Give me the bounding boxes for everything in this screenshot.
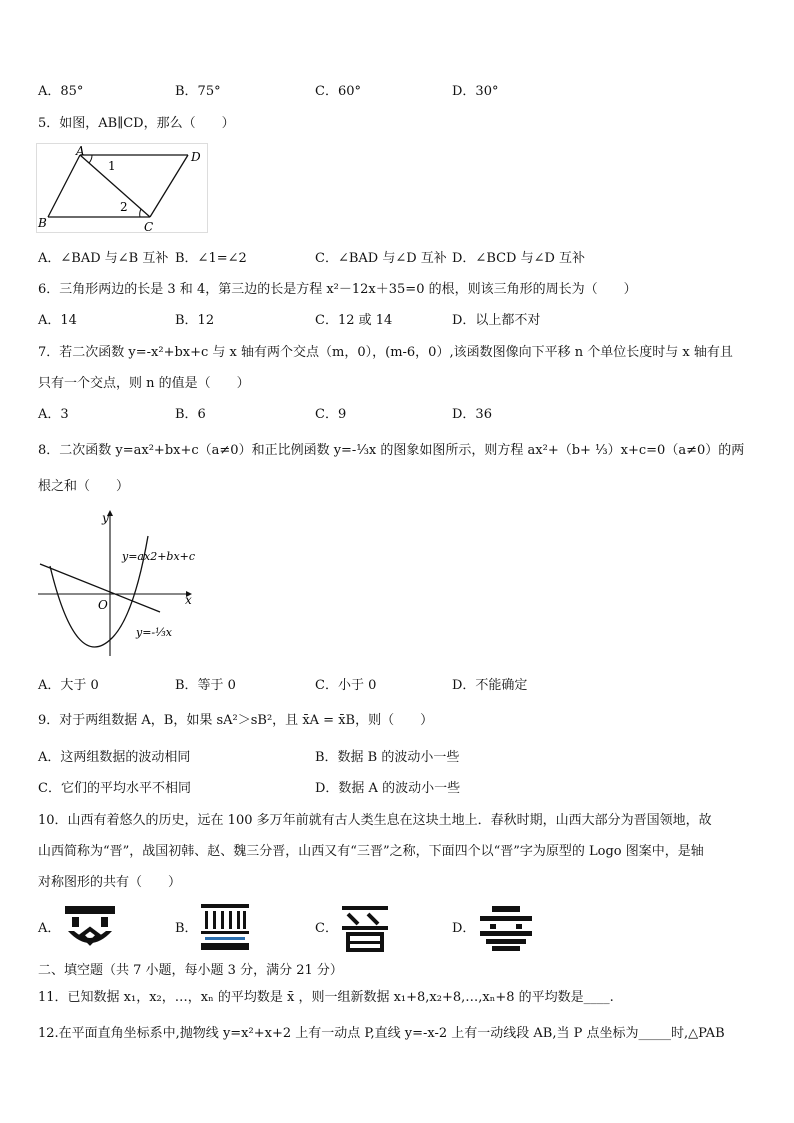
q10-option-b: B． bbox=[175, 921, 198, 936]
q7-option-b: B．6 bbox=[175, 407, 206, 422]
q10-option-c: C． bbox=[315, 921, 338, 936]
q8-label-y-axis: y bbox=[102, 511, 109, 525]
q10-option-d: D． bbox=[452, 921, 476, 936]
jin-logo-d-icon bbox=[478, 904, 534, 952]
q5-option-d: D．∠BCD 与∠D 互补 bbox=[452, 251, 586, 266]
q5-label-b: B bbox=[38, 216, 47, 230]
q4-option-c: C．60° bbox=[315, 84, 361, 99]
q7-option-d: D．36 bbox=[452, 407, 492, 422]
q8-graph-figure bbox=[36, 506, 196, 658]
q8-option-a: A．大于 0 bbox=[38, 678, 99, 693]
q8-option-c: C．小于 0 bbox=[315, 678, 377, 693]
q8-label-x-axis: x bbox=[185, 593, 192, 607]
q4-option-a: A．85° bbox=[38, 84, 84, 99]
q9-option-c: C．它们的平均水平不相同 bbox=[38, 781, 191, 796]
q4-option-b: B．75° bbox=[175, 84, 221, 99]
q6-option-b: B．12 bbox=[175, 313, 215, 328]
q7-option-c: C．9 bbox=[315, 407, 347, 422]
q6-stem: 6．三角形两边的长是 3 和 4，第三边的长是方程 x²－12x＋35=0 的根，则该三角形的周长为（ ） bbox=[38, 282, 637, 297]
q8-option-d: D．不能确定 bbox=[452, 678, 528, 693]
q11-stem: 11．已知数据 x₁，x₂，…，xₙ 的平均数是 x̄ ，则一组新数据 x₁+8,x₂+8,…,xₙ+8 的平均数是____. bbox=[38, 990, 614, 1005]
q9-option-a: A．这两组数据的波动相同 bbox=[38, 750, 191, 765]
q5-stem: 5．如图，AB∥CD，那么（ ） bbox=[38, 116, 235, 131]
q4-option-d: D．30° bbox=[452, 84, 499, 99]
q5-label-d: D bbox=[191, 150, 201, 164]
q8-stem-line2: 根之和（ ） bbox=[38, 479, 130, 494]
q8-label-parabola: y=ax2+bx+c bbox=[122, 550, 196, 563]
q9-stem: 9．对于两组数据 A，B，如果 sA²＞sB²，且 x̄A = x̄B，则（ ） bbox=[38, 713, 434, 728]
q12-stem: 12.在平面直角坐标系中,抛物线 y=x²+x+2 上有一动点 P,直线 y=-x-2 上有一动线段 AB,当 P 点坐标为_____时,△PAB bbox=[38, 1026, 725, 1041]
q7-stem-line2: 只有一个交点，则 n 的值是（ ） bbox=[38, 376, 250, 391]
q5-label-c: C bbox=[144, 220, 154, 233]
jin-logo-a-icon bbox=[62, 903, 118, 953]
q6-option-a: A．14 bbox=[38, 313, 77, 328]
q5-label-a: A bbox=[76, 144, 85, 158]
q5-option-b: B．∠1=∠2 bbox=[175, 251, 247, 266]
q8-stem-line1: 8．二次函数 y=ax²+bx+c（a≠0）和正比例函数 y=-⅓x 的图象如图所示，则方程 ax²+（b+ ⅓）x+c=0（a≠0）的两 bbox=[38, 443, 745, 458]
jin-logo-c-icon bbox=[338, 902, 392, 954]
q7-stem-line1: 7．若二次函数 y=-x²+bx+c 与 x 轴有两个交点（m，0），(m-6，0）,该函数图像向下平移 n 个单位长度时与 x 轴有且 bbox=[38, 345, 733, 360]
q8-label-origin: O bbox=[98, 598, 108, 612]
q5-option-c: C．∠BAD 与∠D 互补 bbox=[315, 251, 447, 266]
q5-option-a: A．∠BAD 与∠B 互补 bbox=[38, 251, 169, 266]
q5-label-angle2: 2 bbox=[120, 200, 128, 214]
section-2-heading: 二、填空题（共 7 小题，每小题 3 分，满分 21 分） bbox=[38, 963, 343, 978]
q8-option-b: B．等于 0 bbox=[175, 678, 236, 693]
q10-option-a: A． bbox=[38, 921, 61, 936]
q6-option-d: D．以上都不对 bbox=[452, 313, 541, 328]
q5-label-angle1: 1 bbox=[108, 159, 116, 173]
jin-logo-b-icon bbox=[199, 901, 251, 953]
q9-option-d: D．数据 A 的波动小一些 bbox=[315, 781, 461, 796]
q10-stem-line3: 对称图形的共有（ ） bbox=[38, 875, 182, 890]
q8-label-line: y=-⅓x bbox=[136, 626, 173, 639]
q9-option-b: B．数据 B 的波动小一些 bbox=[315, 750, 460, 765]
q10-stem-line2: 山西简称为“晋”，战国初韩、赵、魏三分晋，山西又有“三晋”之称，下面四个以“晋”字为原型的 Logo 图案中，是轴 bbox=[38, 844, 704, 859]
q6-option-c: C．12 或 14 bbox=[315, 313, 393, 328]
q10-stem-line1: 10．山西有着悠久的历史，远在 100 多万年前就有古人类生息在这块土地上．春秋时期，山西大部分为晋国领地，故 bbox=[38, 813, 712, 828]
q7-option-a: A．3 bbox=[38, 407, 69, 422]
q5-parallelogram-figure bbox=[36, 143, 208, 233]
